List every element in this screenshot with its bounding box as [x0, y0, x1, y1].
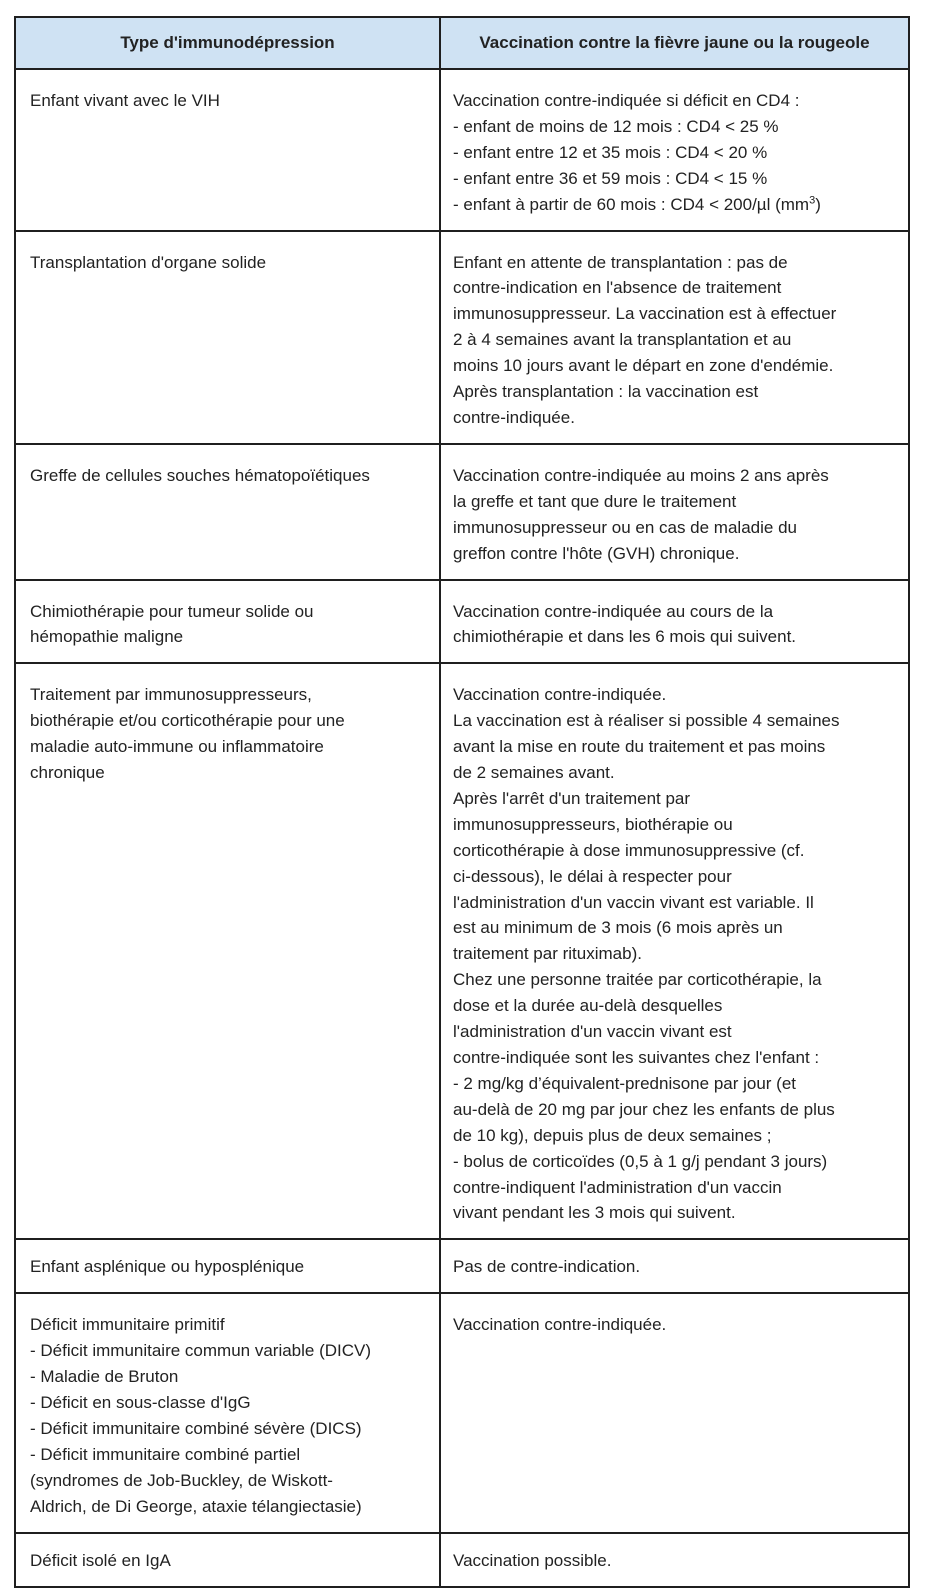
row-type-cell: Enfant vivant avec le VIH	[15, 69, 440, 231]
row-type-cell: Déficit immunitaire primitif - Déficit immunitaire commun variable (DICV) - Maladie de Bruton - Déficit en sous-classe d'IgG - Déficit immunitaire combiné sévère (DICS) - Déficit immunitaire combiné partiel (syndromes de Job-Buckley, de Wiskott- Aldrich, de Di George, ataxie télangiectasie)	[15, 1293, 440, 1532]
row-vaccination-cell: Enfant en attente de transplantation : pas de contre-indication en l'absence de traitement immunosuppresseur. La vaccination est à effectuer 2 à 4 semaines avant la transplantation et au moins 10 jours avant le départ en zone d'endémie. Après transplantation : la vaccination est contre-indiquée.	[440, 231, 909, 444]
row-vaccination-cell: Vaccination contre-indiquée. La vaccination est à réaliser si possible 4 semaines avant la mise en route du traitement et pas moins de 2 semaines avant. Après l'arrêt d'un traitement par immunosuppresseurs, biothérapie ou corticothérapie à dose immunosuppressive (cf. ci-dessous), le délai à respecter pour l'administration d'un vaccin vivant est variable. Il est au minimum de 3 mois (6 mois après un traitement par rituximab). Chez une personne traitée par corticothérapie, la dose et la durée au-delà desquelles l'administration d'un vaccin vivant est contre-indiquée sont les suivantes chez l'enfant : - 2 mg/kg d’équivalent-prednisone par jour (et au-delà de 20 mg par jour chez les enfants de plus de 10 kg), depuis plus de deux semaines ; - bolus de corticoïdes (0,5 à 1 g/j pendant 3 jours) contre-indiquent l'administration d'un vaccin vivant pendant les 3 mois qui suivent.	[440, 663, 909, 1239]
vaccination-text: Vaccination contre-indiquée si déficit en CD4 : - enfant de moins de 12 mois : CD4 < 25 % - enfant entre 12 et 35 mois : CD4 < 20 % - enfant entre 36 et 59 mois : CD4 < 15 % - enfant à partir de 60 mois : CD4 < 200/µl (mm	[453, 91, 810, 214]
row-type-cell: Déficit isolé en IgA	[15, 1533, 440, 1587]
table-row	[15, 231, 909, 444]
row-type-cell: Traitement par immunosuppresseurs, biothérapie et/ou corticothérapie pour une maladie auto-immune ou inflammatoire chronique	[15, 663, 440, 1239]
header-type: Type d'immunodépression	[15, 17, 440, 69]
row-type-cell: Greffe de cellules souches hématopoïétiques	[15, 444, 440, 580]
row-vaccination-cell: Pas de contre-indication.	[440, 1239, 909, 1293]
table-row	[15, 1293, 909, 1532]
table-row	[15, 69, 909, 231]
immunodepression-table	[14, 16, 910, 1588]
immunodepression-table-container	[14, 16, 908, 1588]
table-row	[15, 1533, 909, 1587]
row-type-cell: Transplantation d'organe solide	[15, 231, 440, 444]
row-vaccination-cell: Vaccination contre-indiquée.	[440, 1293, 909, 1532]
table-row	[15, 663, 909, 1239]
table-row	[15, 444, 909, 580]
row-type-cell: Enfant asplénique ou hyposplénique	[15, 1239, 440, 1293]
row-vaccination-cell: Vaccination contre-indiquée au moins 2 ans après la greffe et tant que dure le traitement immunosuppresseur ou en cas de maladie du greffon contre l'hôte (GVH) chronique.	[440, 444, 909, 580]
row-vaccination-cell: Vaccination possible.	[440, 1533, 909, 1587]
table-row	[15, 580, 909, 664]
row-type-cell: Chimiothérapie pour tumeur solide ou hémopathie maligne	[15, 580, 440, 664]
header-vaccination: Vaccination contre la fièvre jaune ou la rougeole	[440, 17, 909, 69]
row-vaccination-cell: Vaccination contre-indiquée au cours de la chimiothérapie et dans les 6 mois qui suivent.	[440, 580, 909, 664]
table-row	[15, 1239, 909, 1293]
row-vaccination-cell	[440, 69, 909, 231]
superscript-text: 3	[809, 193, 816, 206]
vaccination-text-tail: )	[815, 194, 821, 214]
table-header-row	[15, 17, 909, 69]
